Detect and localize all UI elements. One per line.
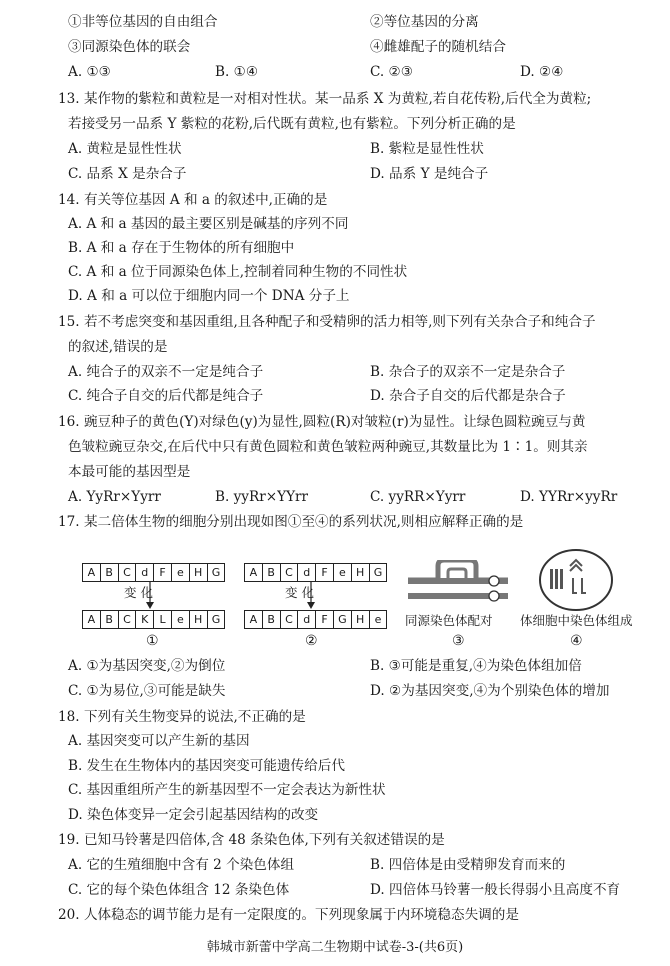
q13-option-a: A. 黄粒是显性性状 bbox=[68, 141, 182, 157]
q17-option-b: B. ③可能是重复,④为染色体组加倍 bbox=[370, 658, 582, 674]
gene-segment: e bbox=[171, 563, 190, 582]
q13-stem-line2: 若接受另一品系 Y 紫粒的花粉,后代既有黄粒,也有紫粒。下列分析正确的是 bbox=[68, 116, 516, 132]
figure-1-chromosome-changed bbox=[82, 610, 224, 629]
gene-segment: F bbox=[315, 563, 334, 582]
q16-option-a: A. YyRr×Yyrr bbox=[68, 489, 161, 505]
gene-segment: A bbox=[82, 610, 101, 629]
figure-2-chromosome-original bbox=[244, 563, 386, 582]
q12-option-3: ③同源染色体的联会 bbox=[68, 39, 191, 55]
q12-option-2: ②等位基因的分离 bbox=[370, 14, 479, 30]
q15-stem-line2: 的叙述,错误的是 bbox=[68, 339, 168, 355]
q17-option-c: C. ①为易位,③可能是缺失 bbox=[68, 683, 226, 699]
gene-segment: G bbox=[207, 563, 226, 582]
q12-answer-d: D. ②④ bbox=[520, 64, 564, 80]
gene-segment: B bbox=[100, 563, 119, 582]
q12-answer-c: C. ②③ bbox=[370, 64, 413, 80]
gene-segment: C bbox=[118, 610, 137, 629]
q19-option-c: C. 它的每个染色体组含 12 条染色体 bbox=[68, 882, 290, 898]
q14-option-c: C. A 和 a 位于同源染色体上,控制着同种生物的不同性状 bbox=[68, 264, 408, 280]
gene-segment: B bbox=[262, 563, 281, 582]
gene-segment: H bbox=[189, 610, 208, 629]
q16-option-b: B. yyRr×YYrr bbox=[215, 489, 309, 505]
q18-option-b: B. 发生在生物体内的基因突变可能遗传给后代 bbox=[68, 758, 345, 774]
q18-option-d: D. 染色体变异一定会引起基因结构的改变 bbox=[68, 807, 319, 823]
gene-segment: A bbox=[82, 563, 101, 582]
q14-option-d: D. A 和 a 可以位于细胞内同一个 DNA 分子上 bbox=[68, 288, 350, 304]
gene-segment: L bbox=[153, 610, 172, 629]
gene-segment: e bbox=[333, 563, 352, 582]
q18-stem: 18. 下列有关生物变异的说法,不正确的是 bbox=[58, 709, 306, 725]
q15-option-a: A. 纯合子的双亲不一定是纯合子 bbox=[68, 364, 264, 380]
q16-stem-line1: 16. 豌豆种子的黄色(Y)对绿色(y)为显性,圆粒(R)对皱粒(r)为显性。让绿色圆粒豌豆与黄 bbox=[58, 414, 586, 430]
gene-segment: e bbox=[369, 610, 388, 629]
q18-option-c: C. 基因重组所产生的新基因型不一定会表达为新性状 bbox=[68, 782, 386, 798]
q16-option-d: D. YYRr×yyRr bbox=[520, 489, 618, 505]
figure-2-chromosome-changed bbox=[244, 610, 386, 629]
q17-option-d: D. ②为基因突变,④为个别染色体的增加 bbox=[370, 683, 610, 699]
q19-option-b: B. 四倍体是由受精卵发育而来的 bbox=[370, 857, 566, 873]
figure-3-caption: 同源染色体配对 bbox=[405, 613, 493, 628]
q18-option-a: A. 基因突变可以产生新的基因 bbox=[68, 733, 250, 749]
q13-option-d: D. 品系 Y 是纯合子 bbox=[370, 166, 489, 182]
gene-segment: H bbox=[351, 610, 370, 629]
q15-option-d: D. 杂合子自交的后代都是杂合子 bbox=[370, 388, 566, 404]
q15-option-b: B. 杂合子的双亲不一定是杂合子 bbox=[370, 364, 566, 380]
gene-segment: d bbox=[135, 563, 154, 582]
figure-4-cell-diagram bbox=[537, 548, 615, 612]
figure-1-number: ① bbox=[146, 633, 159, 649]
q14-option-a: A. A 和 a 基因的最主要区别是碱基的序列不同 bbox=[68, 216, 349, 232]
figure-4-caption: 体细胞中染色体组成 bbox=[520, 613, 633, 628]
q12-option-4: ④雌雄配子的随机结合 bbox=[370, 39, 506, 55]
gene-segment: e bbox=[171, 610, 190, 629]
gene-segment: A bbox=[244, 610, 263, 629]
figure-2-number: ② bbox=[305, 633, 318, 649]
q13-option-c: C. 品系 X 是杂合子 bbox=[68, 166, 187, 182]
gene-segment: G bbox=[369, 563, 388, 582]
gene-segment: H bbox=[189, 563, 208, 582]
q14-option-b: B. A 和 a 存在于生物体的所有细胞中 bbox=[68, 240, 295, 256]
q17-option-a: A. ①为基因突变,②为倒位 bbox=[68, 658, 226, 674]
figure-3-homologous-pairing-diagram bbox=[408, 560, 508, 612]
q20-stem: 20. 人体稳态的调节能力是有一定限度的。下列现象属于内环境稳态失调的是 bbox=[58, 907, 519, 923]
gene-segment: A bbox=[244, 563, 263, 582]
gene-segment: C bbox=[118, 563, 137, 582]
q15-option-c: C. 纯合子自交的后代都是纯合子 bbox=[68, 388, 264, 404]
figure-1-chromosome-original bbox=[82, 563, 224, 582]
figure-3-number: ③ bbox=[452, 633, 465, 649]
q15-stem-line1: 15. 若不考虑突变和基因重组,且各种配子和受精卵的活力相等,则下列有关杂合子和纯合子 bbox=[58, 314, 596, 330]
gene-segment: d bbox=[297, 610, 316, 629]
q12-answer-b: B. ①④ bbox=[215, 64, 259, 80]
q13-option-b: B. 紫粒是显性性状 bbox=[370, 141, 484, 157]
gene-segment: B bbox=[262, 610, 281, 629]
gene-segment: C bbox=[280, 563, 299, 582]
q19-option-a: A. 它的生殖细胞中含有 2 个染色体组 bbox=[68, 857, 295, 873]
q14-stem: 14. 有关等位基因 A 和 a 的叙述中,正确的是 bbox=[58, 192, 328, 208]
figure-1-change-label: 变 化 bbox=[124, 585, 153, 600]
gene-segment: d bbox=[297, 563, 316, 582]
gene-segment: B bbox=[100, 610, 119, 629]
gene-segment: K bbox=[135, 610, 154, 629]
q13-stem-line1: 13. 某作物的紫粒和黄粒是一对相对性状。某一品系 X 为黄粒,若自花传粉,后代全为黄粒; bbox=[58, 91, 592, 107]
gene-segment: C bbox=[280, 610, 299, 629]
q16-stem-line2: 色皱粒豌豆杂交,在后代中只有黄色圆粒和黄色皱粒两种豌豆,其数量比为 1∶1。则其亲 bbox=[68, 439, 588, 455]
q16-option-c: C. yyRR×Yyrr bbox=[370, 489, 466, 505]
q12-answer-a: A. ①③ bbox=[68, 64, 111, 80]
gene-segment: F bbox=[153, 563, 172, 582]
q17-stem: 17. 某二倍体生物的细胞分别出现如图①至④的系列状况,则相应解释正确的是 bbox=[58, 514, 524, 530]
q19-option-d: D. 四倍体马铃薯一般长得弱小且高度不育 bbox=[370, 882, 621, 898]
q12-option-1: ①非等位基因的自由组合 bbox=[68, 14, 218, 30]
figure-2-change-label: 变 化 bbox=[285, 585, 314, 600]
page-footer: 韩城市新蕾中学高二生物期中试卷-3-(共6页) bbox=[206, 940, 464, 955]
gene-segment: H bbox=[351, 563, 370, 582]
figure-4-number: ④ bbox=[570, 633, 583, 649]
q19-stem: 19. 已知马铃薯是四倍体,含 48 条染色体,下列有关叙述错误的是 bbox=[58, 832, 445, 848]
gene-segment: F bbox=[315, 610, 334, 629]
gene-segment: G bbox=[333, 610, 352, 629]
gene-segment: G bbox=[207, 610, 226, 629]
q16-stem-line3: 本最可能的基因型是 bbox=[68, 464, 191, 480]
